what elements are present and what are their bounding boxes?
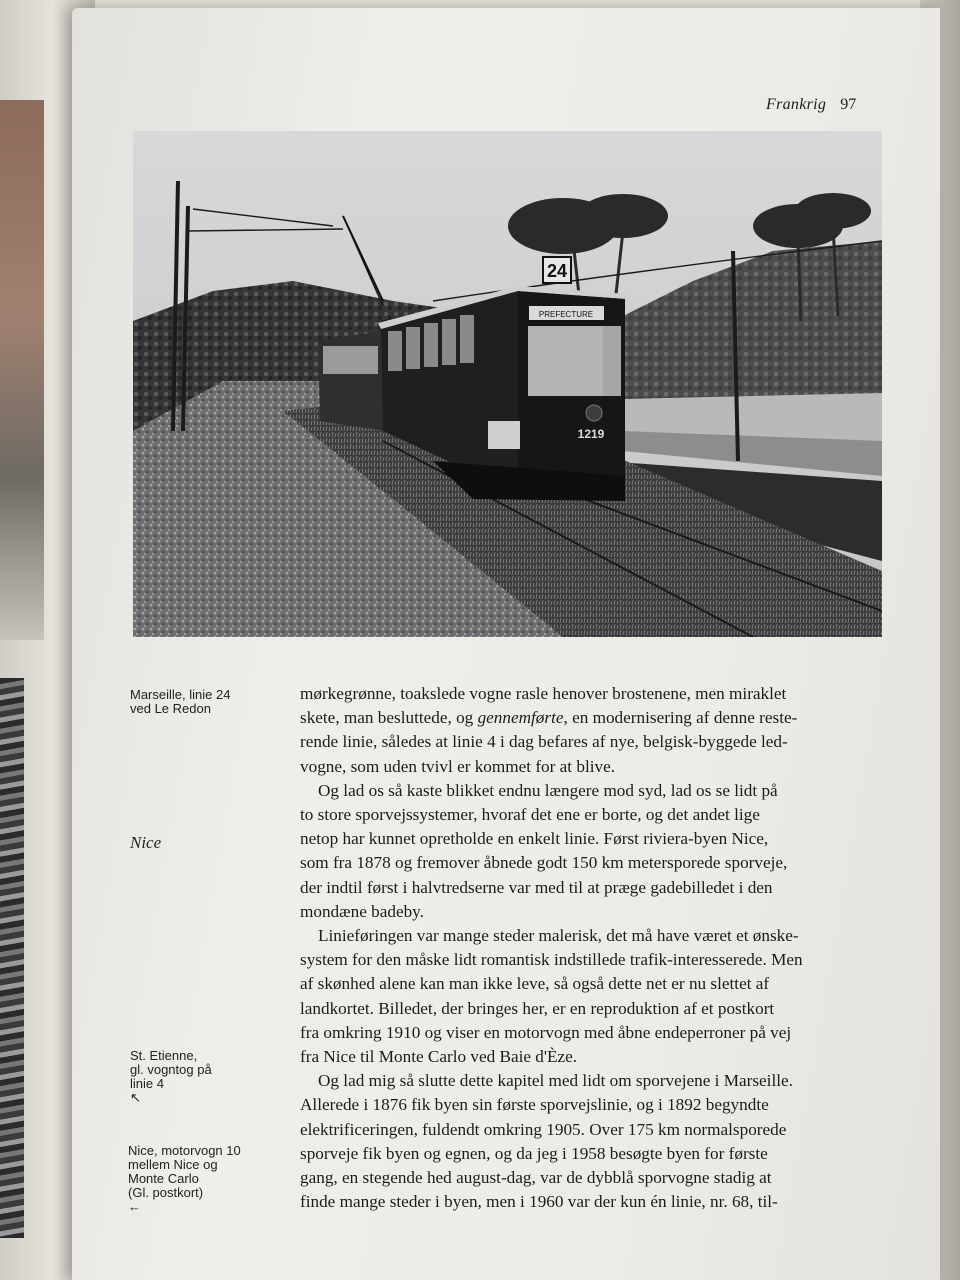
caption-nice-tram [128, 1144, 278, 1214]
caption-line: gl. vogntog på [130, 1062, 212, 1077]
text-line: gang, en stegende hed august-dag, var de dybblå sporvogne stadig at [300, 1168, 772, 1188]
arrow-left-icon: ← [128, 1199, 141, 1214]
left-page-photo-bottom [0, 678, 24, 1238]
tram-photograph [133, 131, 882, 637]
text-line: Og lad mig så slutte dette kapitel med lidt om sporvejene i Marseille. [318, 1071, 793, 1091]
section-heading-nice: Nice [130, 833, 162, 852]
text-line: vogne, som uden tvivl er kommet for at blive. [300, 756, 616, 776]
text-line: Allerede i 1876 fik byen sin første sporvejslinie, og i 1892 begyndte [300, 1095, 769, 1115]
body-text [300, 682, 900, 1214]
text-line [300, 706, 900, 730]
caption-st-etienne [130, 1049, 270, 1105]
caption-line: Nice, motorvogn 10 [128, 1143, 241, 1158]
destination-sign: PREFECTURE [538, 310, 594, 319]
text-run: skete, man besluttede, og [300, 708, 478, 728]
paragraph-3 [300, 924, 900, 1069]
text-line: der indtil først i halvtredserne var med til at præge gadebilledet i den [300, 877, 773, 897]
text-line: netop har kunnet opretholde en enkelt linie. Først riviera-byen Nice, [300, 829, 769, 849]
text-line: fra omkring 1910 og viser en motorvogn med åbne endeperroner på vej [300, 1022, 792, 1042]
text-line: mørkegrønne, toakslede vogne rasle henover brostenene, men miraklet [300, 684, 787, 703]
caption-marseille [130, 688, 280, 716]
text-line: landkortet. Billedet, der bringes her, er en reproduktion af et postkort [300, 998, 775, 1018]
running-head [766, 96, 876, 114]
car-number: 1219 [577, 427, 605, 441]
paragraph-1 [300, 682, 900, 779]
text-line: system for den måske lidt romantisk indstillede trafik-interesserede. Men [300, 950, 803, 970]
route-number-sign: 24 [546, 261, 568, 281]
arrow-up-left-icon: ↖ [130, 1090, 141, 1105]
text-line: Og lad os så kaste blikket endnu længere mod syd, lad os se lidt på [318, 780, 778, 800]
text-line: finde mange steder i byen, men i 1960 var der kun én linie, nr. 68, til- [300, 1192, 778, 1212]
caption-line: ved Le Redon [130, 701, 211, 716]
text-line: rende linie, således at linie 4 i dag befares af nye, belgisk-byggede led- [300, 732, 788, 752]
caption-line: Marseille, linie 24 [130, 687, 231, 702]
text-line: sporveje fik byen og egnen, og da jeg i 1958 besøgte byen for første [300, 1143, 768, 1163]
left-page-photo-top [0, 100, 44, 640]
text-line: to store sporvejssystemer, hvoraf det ene er borte, og det andet lige [300, 805, 760, 825]
caption-line: mellem Nice og [128, 1157, 218, 1172]
text-line: som fra 1878 og fremover åbnede godt 150 km metersporede sporveje, [300, 853, 788, 873]
text-run: , en modernisering af denne reste- [563, 708, 798, 728]
page-number: 97 [840, 96, 857, 113]
paragraph-4 [300, 1069, 900, 1214]
caption-line: Monte Carlo [128, 1171, 199, 1186]
text-line: af skønhed alene kan man ikke leve, så også dette net er nu slettet af [300, 974, 770, 994]
text-line: elektrificeringen, fuldendt omkring 1905. Over 175 km normalsporede [300, 1119, 787, 1139]
emphasis: gennemførte [477, 708, 564, 728]
caption-line: (Gl. postkort) [128, 1185, 204, 1200]
text-line: fra Nice til Monte Carlo ved Baie d'Èze. [300, 1047, 578, 1067]
text-line: mondæne badeby. [300, 901, 424, 921]
caption-line: linie 4 [130, 1076, 164, 1091]
text-line: Linieføringen var mange steder malerisk, det må have været et ønske- [318, 926, 799, 946]
chapter-title: Frankrig [766, 96, 827, 113]
paragraph-2 [300, 779, 900, 924]
caption-line: St. Etienne, [130, 1048, 198, 1063]
